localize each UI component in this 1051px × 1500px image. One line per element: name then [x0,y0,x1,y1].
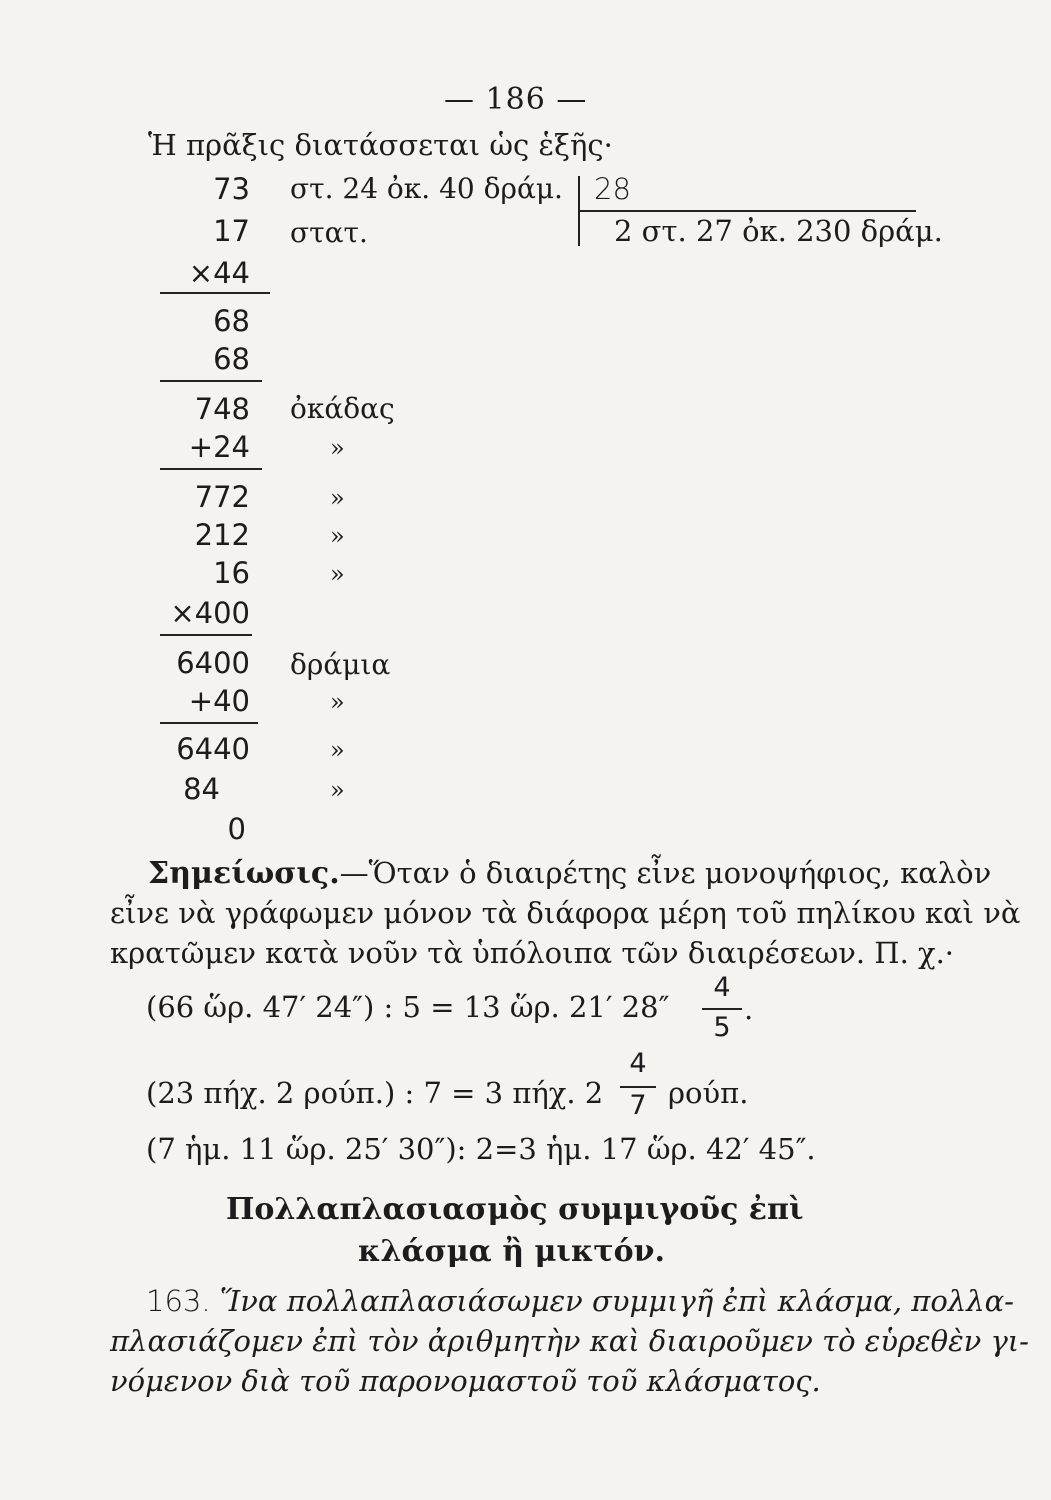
calc-row-unit: ὀκάδας [290,392,395,425]
paragraph-number: 163. [146,1284,211,1318]
paragraph-line-1 [146,1284,1014,1318]
ditto-mark: » [330,560,345,588]
ditto-mark: » [330,688,345,716]
calc-row-unit: στατ. [290,216,368,249]
divisor: 28 [594,172,631,206]
page-number: — 186 — [444,82,588,117]
example-2-suffix: ρούπ. [668,1076,749,1110]
dividend-number: 73 [213,172,250,206]
calc-underline [160,292,270,294]
example-2: (23 πήχ. 2 ρούπ.) : 7 = 3 πήχ. 2 [146,1076,604,1110]
calc-row-number: +24 [188,430,250,464]
calc-underline [160,634,252,636]
example-1-fraction-bar [702,1008,742,1010]
intro-line: Ἡ πρᾶξις διατάσσεται ὡς ἑξῆς· [148,128,613,162]
ditto-mark: » [330,484,345,512]
section-heading-line-2: κλάσμα ἢ μικτόν. [358,1234,665,1269]
ditto-mark: » [330,776,345,804]
paragraph-text: Ἵνα πολλαπλασιάσωμεν συμμιγῆ ἐπὶ κλάσμα, πολλα- [219,1284,1014,1318]
calc-underline [160,722,258,724]
note-line-1 [148,856,991,891]
division-bracket-horizontal [578,210,916,212]
example-1: (66 ὥρ. 47′ 24″) : 5 = 13 ὥρ. 21′ 28″ [146,990,670,1024]
dividend-units: στ. 24 ὀκ. 40 δράμ. [290,172,563,205]
calc-row-number: 68 [213,342,250,376]
example-2-fraction-denominator: 7 [629,1090,647,1121]
note-text: —Ὅταν ὁ διαιρέτης εἶνε μονοψήφιος, καλὸν [339,856,992,890]
calc-row-number: 84 [183,772,220,806]
section-heading-line-1: Πολλαπλασιασμὸς συμμιγοῦς ἐπὶ [226,1192,804,1227]
calc-underline [160,468,262,470]
calc-underline [160,380,262,382]
calc-row-number: ×44 [188,256,250,290]
calc-row-number: 68 [213,304,250,338]
ditto-mark: » [330,522,345,550]
calc-row-number: 748 [194,392,250,426]
calc-row-number: 0 [227,812,246,846]
example-1-fraction-numerator: 4 [713,972,731,1003]
example-3: (7 ἡμ. 11 ὥρ. 25′ 30″): 2=3 ἡμ. 17 ὥρ. 42′ 45″. [146,1132,816,1166]
example-1-fraction-denominator: 5 [713,1012,731,1043]
note-line-3: κρατῶμεν κατὰ νοῦν τὰ ὑπόλοιπα τῶν διαιρέσεων. Π. χ.· [110,936,955,970]
calc-row-number: ×400 [170,596,250,630]
paragraph-line-2: πλασιάζομεν ἐπὶ τὸν ἀριθμητὴν καὶ διαιροῦμεν τὸ εὑρεθὲν γι- [110,1324,1029,1358]
ditto-mark: » [330,434,345,462]
paragraph-line-3: νόμενον διὰ τοῦ παρονομαστοῦ τοῦ κλάσματος. [110,1364,821,1398]
calc-row-number: 16 [213,556,250,590]
ditto-mark: » [330,736,345,764]
note-line-2: εἶνε νὰ γράφωμεν μόνον τὰ διάφορα μέρη τοῦ πηλίκου καὶ νὰ [110,896,1021,930]
example-1-suffix: . [744,992,754,1026]
example-2-fraction-numerator: 4 [629,1048,647,1079]
calc-row-number: 212 [194,518,250,552]
calc-row-number: 17 [213,214,250,248]
example-2-fraction-bar [620,1086,656,1088]
note-title: Σημείωσις. [148,856,340,891]
calc-row-unit: δράμια [290,648,391,681]
calc-row-number: 6440 [176,732,250,766]
quotient: 2 στ. 27 ὀκ. 230 δράμ. [614,214,943,248]
calc-row-number: 772 [194,480,250,514]
calc-row-number: +40 [188,684,250,718]
calc-row-number: 6400 [176,646,250,680]
